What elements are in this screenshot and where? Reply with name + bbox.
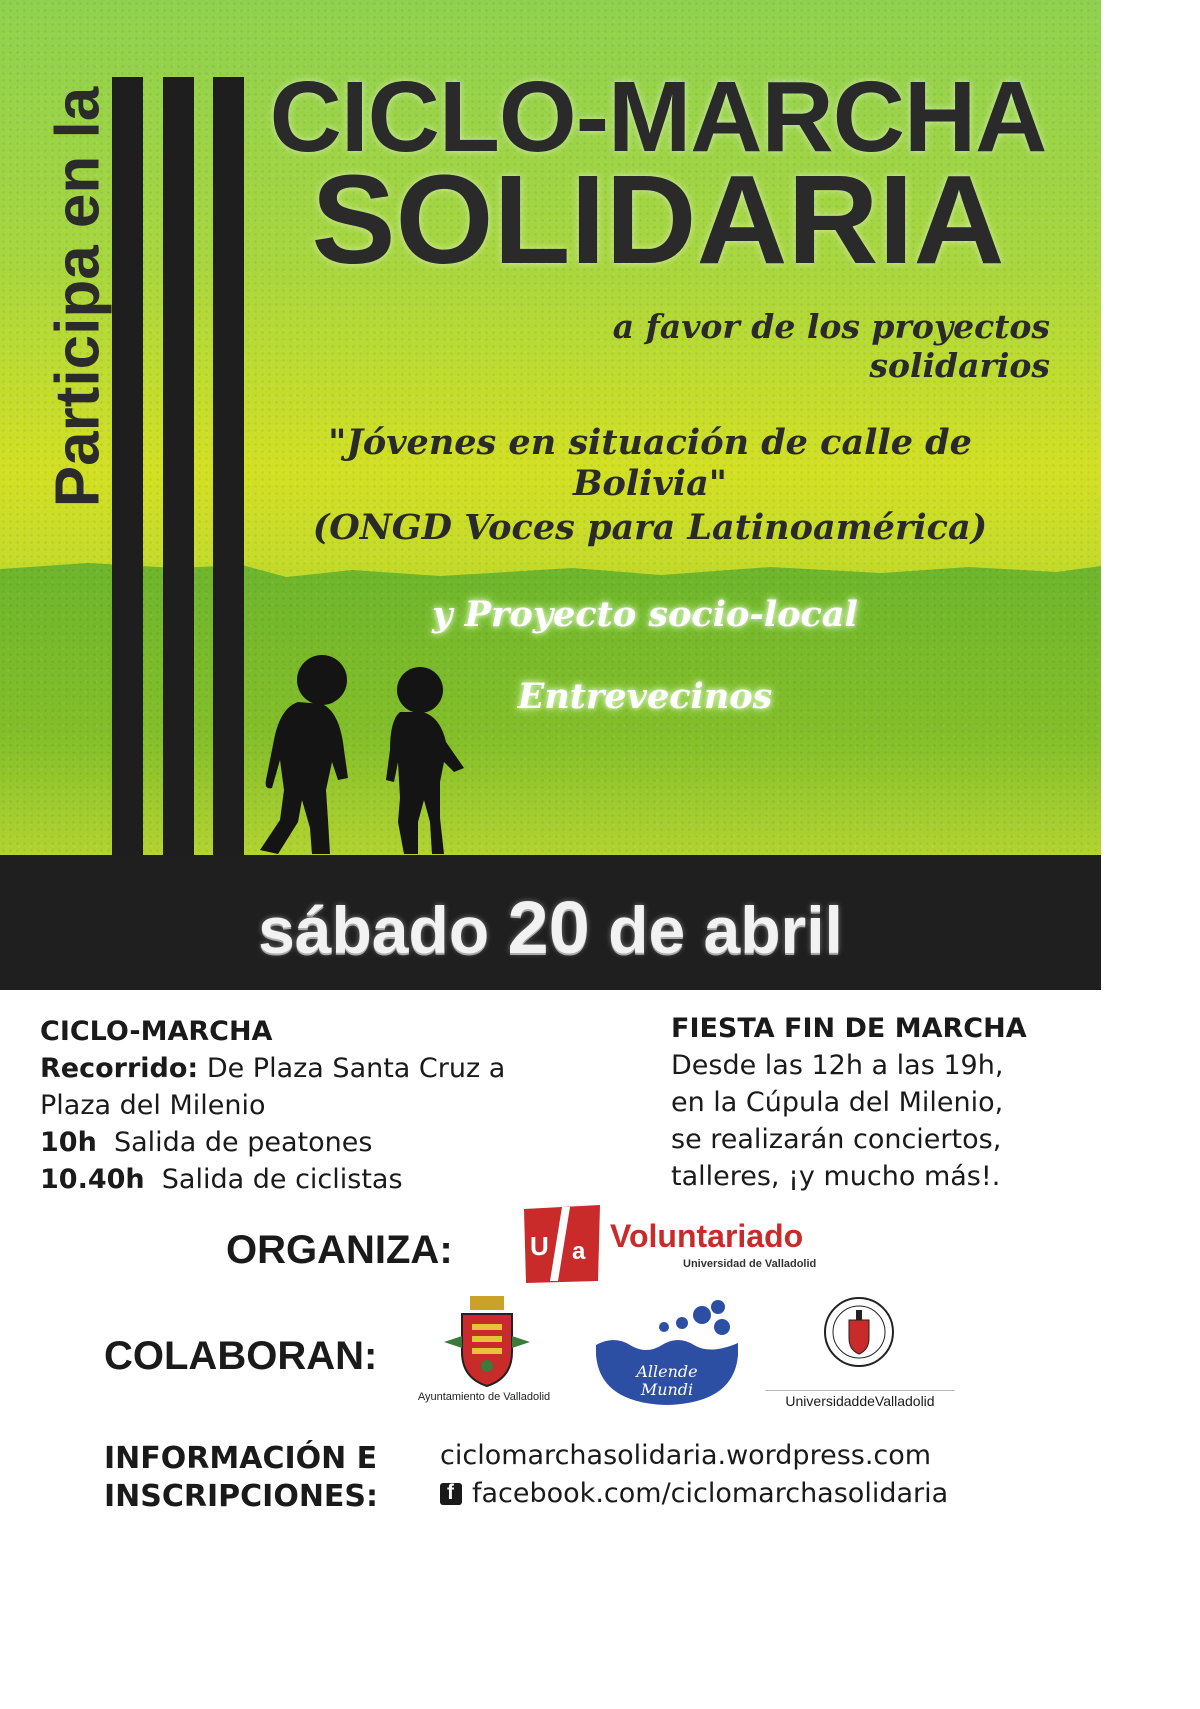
date-day: sábado (258, 893, 490, 967)
facebook-icon (440, 1480, 462, 1505)
schedule-cyclists (40, 1161, 600, 1198)
fiesta-line: Desde las 12h a las 19h, (671, 1050, 1004, 1081)
facebook-link[interactable] (440, 1478, 948, 1509)
event-subtitle: a favor de los proyectos solidarios (612, 307, 1050, 385)
children-silhouette-image (240, 650, 480, 860)
info-label (104, 1440, 378, 1516)
svg-text:a: a (572, 1238, 586, 1265)
voluntariado-subtitle: Universidad de Valladolid (683, 1258, 817, 1270)
info-label-line-1: INFORMACIÓN E (104, 1441, 378, 1476)
fiesta-line: en la Cúpula del Milenio, (671, 1087, 1004, 1118)
date-number: 20 (507, 886, 590, 969)
fiesta-line: talleres, ¡y mucho más!. (671, 1161, 1001, 1192)
facebook-icon-glyph: f (447, 1480, 454, 1504)
decorative-stripe (163, 77, 194, 858)
info-label-line-2: INSCRIPCIONES: (104, 1479, 379, 1514)
event-title-line-1: CICLO-MARCHA (269, 61, 1047, 173)
event-date (0, 885, 1101, 970)
ciclo-marcha-details (40, 1013, 600, 1198)
facebook-url: facebook.com/ciclomarchasolidaria (472, 1478, 949, 1509)
fiesta-heading: FIESTA FIN DE MARCHA (671, 1013, 1027, 1044)
allende-line-1: Allende (636, 1362, 698, 1381)
fiesta-details (671, 1010, 1091, 1195)
project-1-title: "Jóvenes en situación de calle de Bolivia" (328, 422, 972, 504)
schedule-walkers (40, 1124, 600, 1161)
side-text-label: Participa en la (43, 86, 113, 508)
schedule-cyclists-text: Salida de ciclistas (161, 1164, 403, 1195)
route-line (40, 1050, 600, 1087)
allende-line-2: Mundi (640, 1380, 694, 1399)
project-1-organization: (ONGD Voces para Latinoamérica) (312, 507, 988, 548)
event-title-line-2: SOLIDARIA (311, 149, 1005, 290)
schedule-walkers-text: Salida de peatones (113, 1127, 373, 1158)
ayuntamiento-caption: Ayuntamiento de Valladolid (417, 1391, 551, 1403)
date-month: de abril (608, 893, 843, 967)
ciclo-marcha-heading: CICLO-MARCHA (40, 1016, 273, 1047)
route-label: Recorrido: (40, 1053, 199, 1084)
svg-text:U: U (530, 1231, 549, 1261)
allende-mundi-logo (594, 1295, 740, 1407)
route-text: De Plaza Santa Cruz a (206, 1053, 506, 1084)
colaboran-label: COLABORAN: (104, 1334, 378, 1378)
fiesta-line: se realizarán conciertos, (671, 1124, 1002, 1155)
website-link[interactable]: ciclomarchasolidaria.wordpress.com (440, 1440, 932, 1471)
schedule-cyclists-time: 10.40h (40, 1164, 145, 1195)
voluntariado-name: Voluntariado (610, 1218, 804, 1254)
project-2-name: Entrevecinos (517, 676, 773, 717)
universidad-seal-logo (823, 1296, 895, 1368)
decorative-stripe (112, 77, 143, 858)
universidad-caption: UniversidaddeValladolid (765, 1390, 955, 1409)
schedule-walkers-time: 10h (40, 1127, 97, 1158)
ayuntamiento-coat-of-arms-logo (440, 1296, 534, 1388)
organiza-label: ORGANIZA: (226, 1228, 453, 1272)
project-2-title: y Proyecto socio-local (432, 594, 858, 635)
route-line-2: Plaza del Milenio (40, 1090, 266, 1121)
uva-logo (522, 1205, 602, 1283)
